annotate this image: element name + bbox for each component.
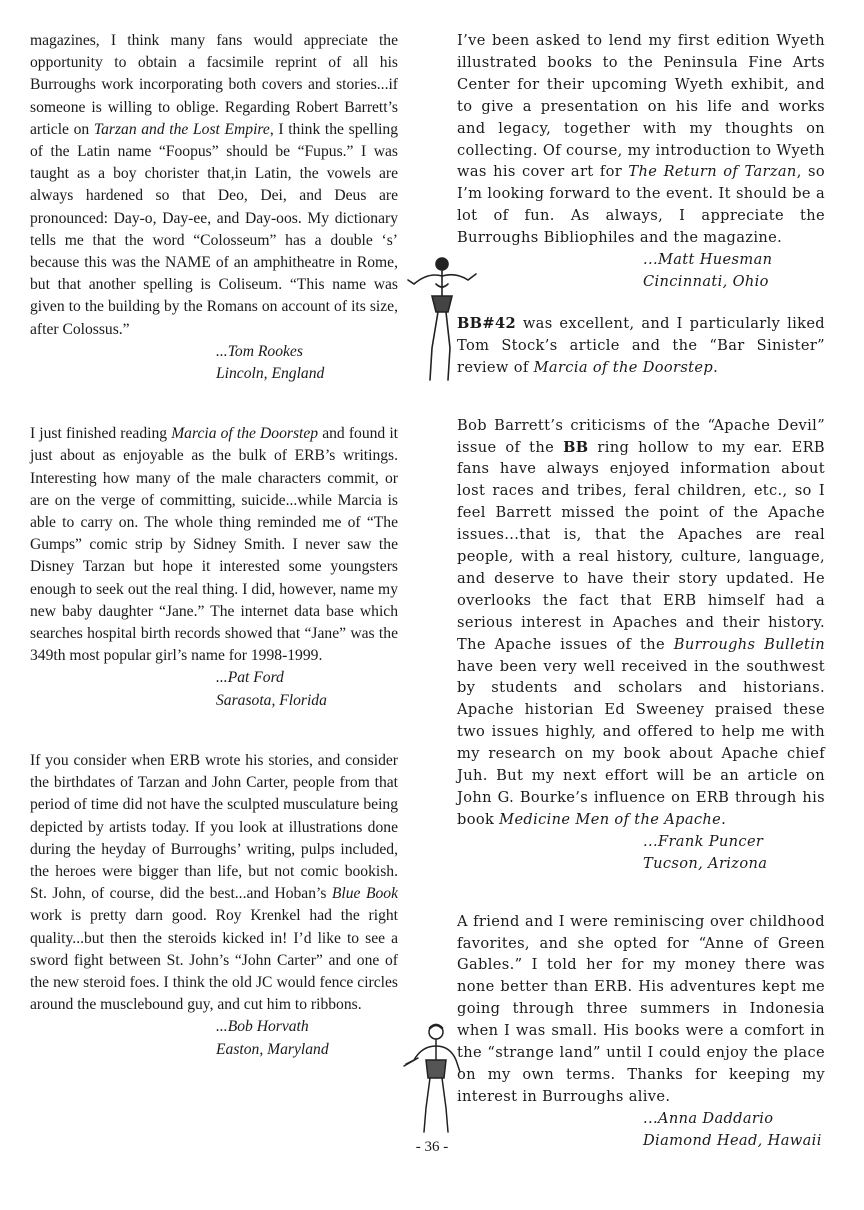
- body-text: , I think the spelling of the Latin name “Foopus” should be “Fupus.” I was taught as a boy chorister that,in Latin, the vowels are always hardened so that Deo, Dei, and Deus are pronounced: Day-o, Day-ee, and Day-oos. My dictionary tells me that the word “Colosseum” has a double ‘s’ because this was the NAME of an amphitheatre in Rome, but that another spelling is Coliseum. “This name was given to the building by the Romans on account of its size, after Colossus.”: [30, 120, 399, 338]
- body-text: Bob Barrett’s criticisms of the “Apache Devil” issue of the: [457, 416, 825, 456]
- book-title: Marcia of the Doorstep: [533, 358, 714, 376]
- signature-place: Easton, Maryland: [216, 1040, 329, 1058]
- body-text: ring hollow to my ear. ERB fans have always enjoyed information about lost races and tribes, feral children, etc., so I feel Barrett missed the point of the Apache issues...that is, that the Apaches are real people, with a real history, culture, language, and deserve to have their story updated. He overlooks the fact that ERB himself had a serious interest in Apaches and their history. The Apache issues of the: [457, 438, 825, 653]
- page-number: - 36 -: [415, 1139, 449, 1155]
- letter-anna-daddario: [457, 911, 825, 1152]
- signature-place: Sarasota, Florida: [216, 691, 327, 709]
- issue-ref: BB#42: [457, 314, 516, 332]
- body-text: .: [713, 358, 719, 376]
- signature-name: ...Matt Huesman: [643, 251, 773, 269]
- letter-bb42: [457, 313, 825, 379]
- letter-body: [30, 30, 398, 341]
- issue-ref: BB: [563, 438, 589, 456]
- body-text: , so I’m looking forward to the event. It should be a lot of fun. As always, I appreciate the Burroughs Bibliophiles and the magazine.: [457, 163, 825, 247]
- letter-matt-huesman: [457, 30, 825, 293]
- signature-name: ...Frank Puncer: [643, 832, 764, 850]
- signature-name: ...Bob Horvath: [216, 1018, 309, 1036]
- letter-body: [30, 750, 398, 1016]
- letter-tom-rookes: [30, 30, 398, 385]
- book-title: Blue Book: [331, 885, 398, 903]
- body-text: work is pretty darn good. Roy Krenkel had the right quality...but then the steroids kicked in! I’d like to see a sword fight between St. John’s “John Carter” and one of the new steroid foes. I think the old JC would fence circles around the musclebound guy, and cut him to ribbons.: [30, 907, 398, 1014]
- letter-body: A friend and I were reminiscing over childhood favorites, and she opted for “Anne of Green Gables.” I told her for my money there was none better than ERB. His adventures kept me going through three summers in Indonesia when I was small. His books were a comfort in the “strange land” until I could enjoy the place on my own terms. Thanks for keeping my interest in Burroughs alive.: [457, 912, 825, 1105]
- book-title: Burroughs Bulletin: [673, 635, 826, 653]
- letter-pat-ford: [30, 423, 398, 712]
- signature-place: Tucson, Arizona: [643, 854, 768, 872]
- signature-name: ...Anna Daddario: [643, 1109, 774, 1127]
- book-title: The Return of Tarzan: [628, 163, 797, 181]
- signature-name: ...Tom Rookes: [216, 342, 303, 360]
- body-text: was excellent, and I particularly liked Tom Stock’s article and the “Bar Sinister” review of: [457, 314, 825, 376]
- body-text: .: [721, 810, 727, 828]
- book-title: Medicine Men of the Apache: [499, 810, 722, 828]
- body-text: I’ve been asked to lend my first edition Wyeth illustrated books to the Peninsula Fine Arts Center for their upcoming Wyeth exhibit, and to give a presentation on his life and works and legacy, together with my thoughts on collecting. Of course, my introduction to Wyeth was his cover art for: [457, 32, 825, 181]
- right-column: [457, 30, 825, 1152]
- john-carter-figure-icon: [400, 1020, 470, 1138]
- letter-body: [457, 415, 825, 831]
- body-text: If you consider when ERB wrote his stories, and consider the birthdates of Tarzan and John Carter, people from that period of time did not have the sculpted musculature being depicted by artists today. If you look at illustrations done during the heyday of Burroughs’ writing, pulps included, the heroes were bigger than life, but not comic bookish. St. John, of course, did the best...and Hoban’s: [30, 751, 398, 903]
- letter-body: [30, 423, 398, 667]
- letter-frank-puncer: [457, 415, 825, 875]
- signature-name: ...Pat Ford: [216, 669, 284, 687]
- letter-body: [457, 30, 825, 249]
- body-text: I just finished reading: [30, 425, 172, 443]
- book-title: Marcia of the Doorstep: [171, 425, 319, 443]
- body-text: have been very well received in the southwest by students and scholars and historians. Apache historian Ed Sweeney praised these two issues highly, and offered to help me with my research on my book about Apache chief Juh. But my next effort will be an article on John G. Bourke’s influence on ERB through his book: [457, 657, 825, 828]
- signature-place: Lincoln, England: [216, 365, 325, 383]
- letter-bob-horvath: [30, 750, 398, 1061]
- letter-body: [457, 313, 825, 379]
- left-column: [30, 30, 398, 1061]
- body-text: and found it just about as enjoyable as the bulk of ERB’s writings. Interesting how many of the male characters commit, or are on the verge of committing, suicide...while Marcia is able to carry on. The whole thing reminded me of “The Gumps” comic strip by Sidney Smith. I never saw the Disney Tarzan but hope it interested some youngsters enough to seek out the real thing. I did, however, name my new baby daughter “Jane.” The internet data base which searches hospital birth records showed that “Jane” was the 349th most popular girl’s name for 1998-1999.: [30, 425, 398, 665]
- signature-place: Cincinnati, Ohio: [643, 272, 769, 290]
- signature-place: Diamond Head, Hawaii: [643, 1131, 822, 1149]
- book-title: Tarzan and the Lost Empire: [93, 120, 270, 138]
- tarzan-figure-icon: [402, 250, 482, 390]
- body-text: magazines, I think many fans would appreciate the opportunity to obtain a facsimile reprint of all his Burroughs work incorporating both covers and stories...if someone is willing to oblige. Regarding Robert Barrett’s article on: [30, 32, 398, 138]
